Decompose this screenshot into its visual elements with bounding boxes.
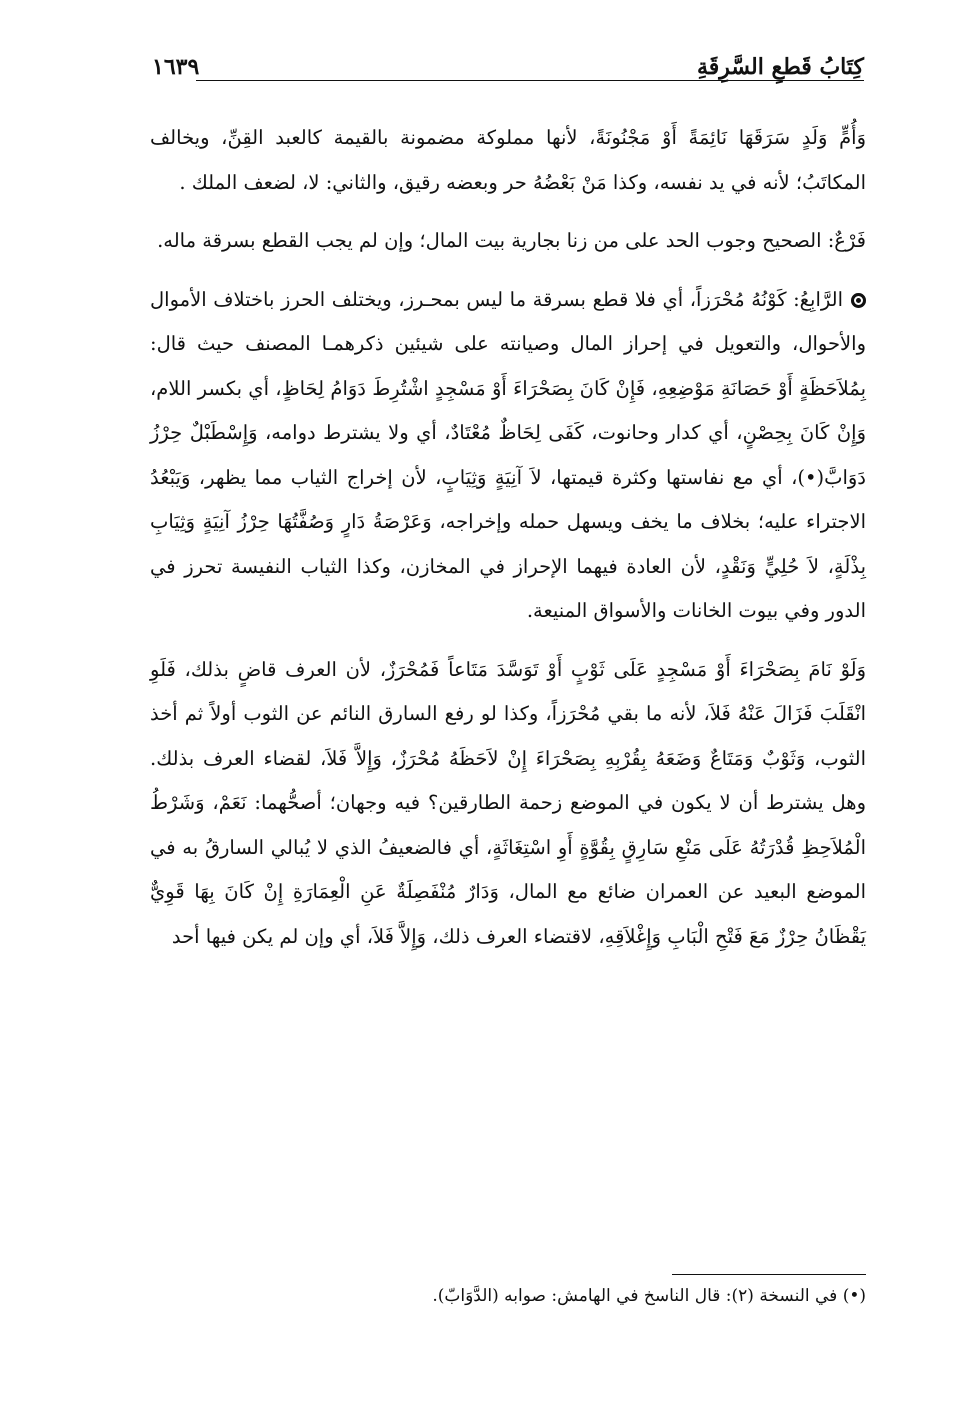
footnote-rule — [672, 1274, 866, 1275]
paragraph: فَرْعٌ: الصحيح وجوب الحد على من زنا بجارية بيت المال؛ وإن لم يجب القطع بسرقة ماله. — [157, 229, 866, 252]
page-header — [152, 46, 864, 86]
footnote: (•) في النسخة (٢): قال الناسخ في الهامش: صوابه (الدَّوَابّ). — [432, 1286, 866, 1306]
page-number: ١٦٣٩ — [152, 54, 200, 80]
header-rule — [196, 80, 864, 81]
paragraph: وَأُمٍّ وَلَدٍ سَرَقَهَا نَائِمَةً أَوْ مَجْنُونَةً، لأنها مملوكة مضمونة بالقيمة كالعبد القِنِّ، ويخالف المكاتَبُ؛ لأنه في يد نفسه، وكذا مَنْ بَعْضُهُ حر وبعضه رقيق، والثاني: لا، لضعف الملك . — [150, 126, 866, 194]
section-bullet-icon — [851, 293, 866, 308]
paragraph: وَلَوْ نَامَ بِصَحْرَاءَ أَوْ مَسْجِدٍ عَلَى ثَوْبٍ أَوْ تَوَسَّدَ مَتَاعاً فَمُحْرَزٌ، لأن العرف قاضٍ بذلك، فَلَوِ انْقَلَبَ فَزَالَ عَنْهُ فَلاَ، لأنه ما بقي مُحْرَزاً، وكذا لو رفع السارق النائم عن الثوب أولاً ثم أخذ الثوب، وَثَوْبٌ وَمَتَاعٌ وَضَعَهُ بِقُرْبِهِ بِصَحْرَاءَ إِنْ لاَحَظَهُ مُحْرَزٌ، وَإِلاَّ فَلاَ، لقضاء العرف بذلك. وهل يشترط أن لا يكون في الموضع زحمة الطارقين؟ فيه وجهان؛ أصحُّهما: نَعَمْ، وَشَرْطُ الْمُلاَحِظِ قُدْرَتُهُ عَلَى مَنْعِ سَارِقٍ بِقُوَّةٍ أَوِ اسْتِغَاثَةٍ، أي فالضعيفُ الذي لا يُبالي السارقُ به في الموضع البعيد عن العمران ضائع مع المال، وَدَارٌ مُنْفَصِلَةٌ عَنِ الْعِمَارَةِ إِنْ كَانَ بِهَا قَوِيٌّ يَقْظَانُ حِرْزٌ مَعَ فَتْحِ الْبَابِ وَإِغْلاَقِهِ، لاقتضاء العرف ذلك، وَإِلاَّ فَلاَ، أي وإن لم يكن فيها أحد — [150, 657, 866, 948]
main-text — [150, 116, 866, 959]
running-title: كِتَابُ قَطعِ السَّرِقَةِ — [696, 54, 864, 80]
paragraph-text: الرَّابِعُ: كَوْنُهُ مُحْرَزاً، أي فلا قطع بسرقة ما ليس بمحـرز، ويختلف الحرز باختلاف الأموال والأحوال، والتعويل في إحراز المال وصيانته على شيئين ذكرهمـا المصنف حيث قال: بِمُلاَحَظَةٍ أَوْ حَصَانَةِ مَوْضِعِهِ، فَإِنْ كَانَ بِصَحْرَاءَ أَوْ مَسْجِدٍ اشْتُرِطَ دَوَامُ لِحَاظٍ، أي بكسر اللام، وَإِنْ كَانَ بِحِصْنٍ، أي كدار وحانوت، كَفَى لِحَاظٌ مُعْتَادٌ، أي ولا يشترط دوامه، وَإِسْطَبْلٌ حِرْزُ دَوَابَّ(•)، أي مع نفاستها وكثرة قيمتها، لاَ آنِيَةٍ وَثِيَابٍ، لأن إخراج الثياب مما يظهر، وَيَبْعُدُ الاجتراء عليه؛ بخلاف ما يخف ويسهل حمله وإخراجه، وَعَرْصَةُ دَارٍ وَصُفَّتُهَا حِرْزُ آنِيَةٍ وَثِيَابِ بِذْلَةٍ، لاَ حُلِيٍّ وَنَقْدٍ، لأن العادة فيهما الإحراز في المخازن، وكذا الثياب النفيسة تحرز في الدور وفي بيوت الخانات والأسواق المنيعة. — [150, 287, 866, 622]
paragraph-with-marker — [150, 278, 866, 634]
